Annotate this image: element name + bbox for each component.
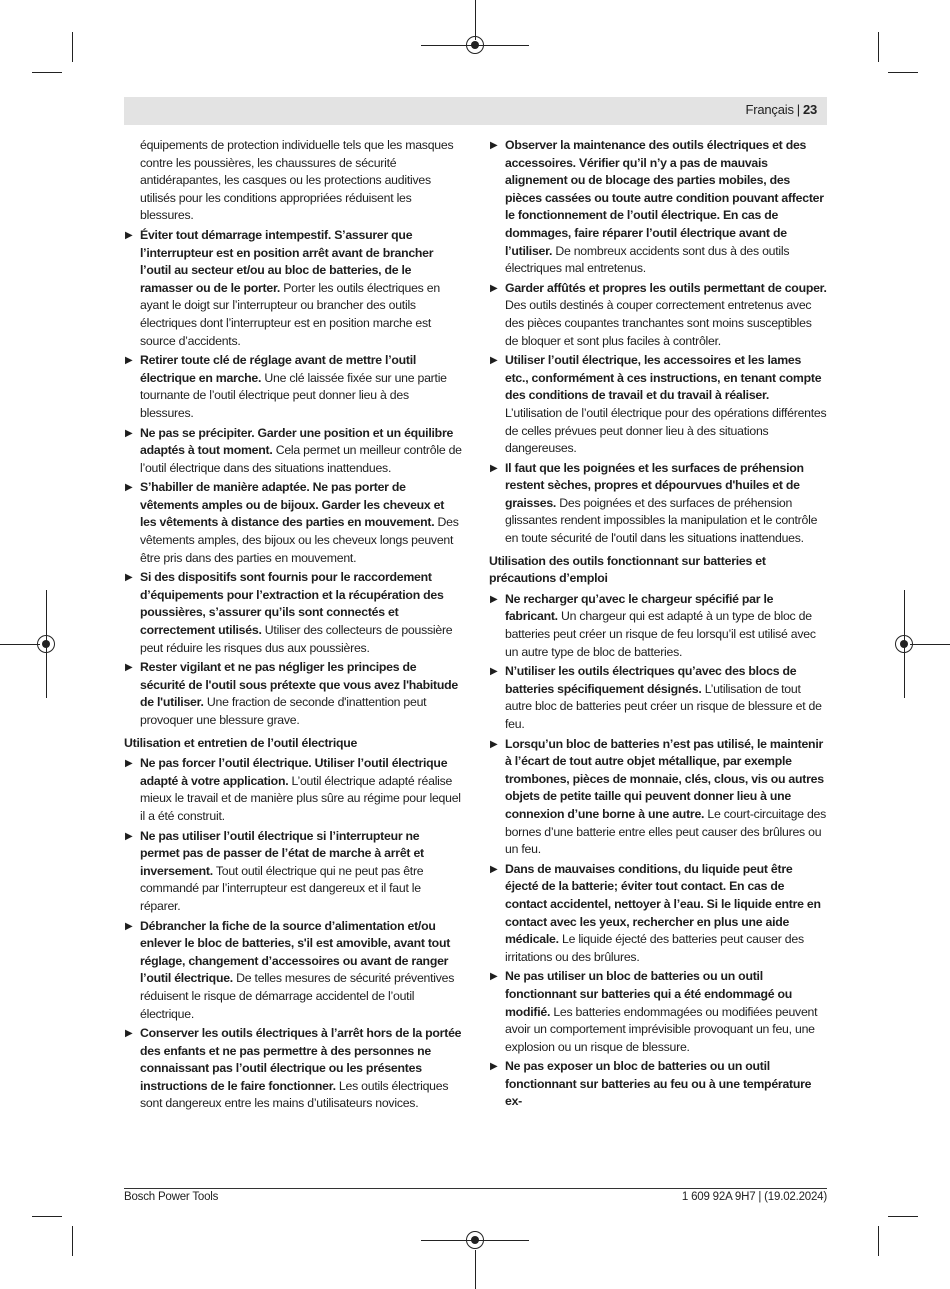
instruction-text: Des vêtements amples, des bijoux ou les cheveux longs peuvent être pris dans des parties en mouvement. [140,515,459,565]
instruction-bold: S’habiller de manière adaptée. Ne pas porter de vêtements amples ou de bijoux. Garder les cheveux et les vêtements à distance des parties en mouvement. [140,480,445,530]
registration-mark-right [895,635,913,653]
bullet-arrow-icon: ▶ [490,355,498,367]
right-column [489,137,827,1113]
safety-instruction-item [124,755,462,825]
bullet-arrow-icon: ▶ [125,758,133,770]
instruction-bold: Il faut que les poignées et les surfaces de préhension restent sèches, propres et dépourvues d'huiles et de graisses. [505,460,804,510]
instruction-text: L’utilisation de tout autre bloc de batteries peut créer un risque de blessure et de feu. [505,681,822,731]
instruction-text: Porter les outils électriques en ayant le doigt sur l’interrupteur ou brancher des outils électriques dont l’interrupteur est en position marche est source d’accidents. [140,280,440,348]
safety-instruction-item [124,918,462,1024]
instruction-bold: Débrancher la fiche de la source d’alimentation et/ou enlever le bloc de batteries, s'il est amovible, avant tout réglage, changement d’accessoires ou avant de ranger l’outil électrique. [140,918,451,986]
instruction-bold: Ne pas se précipiter. Garder une position et un équilibre adaptés à tout moment. [140,425,454,458]
instruction-bold: Observer la maintenance des outils électriques et des accessoires. Vérifier qu’il n’y a pas de mauvais alignement ou de blocage des parties mobiles, des pièces cassées ou toute autre condition pouvant affecter le fonctionnement de l’outil électrique. En cas de dommages, faire réparer l’outil électrique avant de l’utiliser. [505,138,824,258]
safety-instruction-item [489,663,827,733]
instruction-bold: N’utiliser les outils électriques qu’avec des blocs de batteries spécifiquement désignés. [505,664,797,696]
safety-instruction-item [489,591,827,661]
instruction-text: L’utilisation de l’outil électrique pour des opérations différentes de celles prévues peut donner lieu à des situations dangereuses. [505,405,827,456]
right-maintenance-list [489,137,827,548]
instruction-bold: Dans de mauvaises conditions, du liquide peut être éjecté de la batterie; éviter tout contact. En cas de contact accidentel, nettoyer à l’eau. Si le liquide entre en contact avec les yeux, rechercher en plus une aide médicale. [505,861,821,947]
bullet-arrow-icon: ▶ [490,593,498,605]
safety-instruction-item [489,736,827,859]
bullet-arrow-icon: ▶ [490,1061,498,1073]
footer-rule [124,1188,827,1189]
bullet-arrow-icon: ▶ [125,427,133,439]
instruction-text: Tout outil électrique qui ne peut pas être commandé par l’interrupteur est dangereux et il faut le réparer. [140,863,424,913]
bullet-arrow-icon: ▶ [490,971,498,983]
left-safety-list [124,227,462,730]
instruction-text: Les outils électriques sont dangereux entre les mains d’utilisateurs novices. [140,1078,449,1111]
instruction-text: Cela permet un meilleur contrôle de l’outil électrique dans des situations inattendues. [140,443,462,475]
registration-mark-left [37,635,55,653]
right-battery-list [489,591,827,1111]
footer-brand: Bosch Power Tools [124,1191,219,1203]
registration-mark-top [466,36,484,54]
instruction-text: Le liquide éjecté des batteries peut causer des irritations ou des brûlures. [505,932,804,964]
instruction-text: Le court-circuitage des bornes d’une batterie entre elles peut causer des brûlures ou un feu. [505,806,827,857]
header-separator: | [796,102,800,117]
instruction-bold: Utiliser l’outil électrique, les accessoires et les lames etc., conformément à ces instructions, en tenant compte des conditions de travail et du travail à réaliser. [505,353,822,403]
bullet-arrow-icon: ▶ [125,572,133,584]
bullet-arrow-icon: ▶ [490,462,498,474]
bullet-arrow-icon: ▶ [490,863,498,875]
instruction-text: Un chargeur qui est adapté à un type de bloc de batteries peut créer un risque de feu lorsqu’il est utilisé avec un autre type de bloc de batteries. [505,609,816,659]
instruction-bold: Éviter tout démarrage intempestif. S’assurer que l’interrupteur est en position arrêt avant de brancher l’outil au secteur et/ou au bloc de batteries, de le ramasser ou de le porter. [140,227,434,295]
registration-mark-bottom [466,1231,484,1249]
bullet-arrow-icon: ▶ [490,282,498,294]
header-language: Français [745,102,794,117]
section-heading-tool-use: Utilisation et entretien de l’outil électrique [124,735,358,750]
safety-instruction-item [489,968,827,1056]
bullet-arrow-icon: ▶ [125,830,133,842]
instruction-bold: Ne pas utiliser un bloc de batteries ou un outil fonctionnant sur batteries qui a été endommagé ou modifié. [505,969,793,1019]
safety-instruction-item [124,479,462,567]
instruction-bold: Lorsqu’un bloc de batteries n’est pas utilisé, le maintenir à l’écart de tout autre objet métallique, par exemple trombones, pièces de monnaie, clés, clous, vis ou autres objets de petite taille qui peuvent donner lieu à une connexion d’une borne à une autre. [505,736,824,821]
bullet-arrow-icon: ▶ [125,229,133,241]
header-label [746,102,818,117]
instruction-bold: Ne pas exposer un bloc de batteries ou un outil fonctionnant sur batteries au feu ou à une température ex- [505,1059,812,1109]
bullet-arrow-icon: ▶ [490,140,498,151]
safety-instruction-item [489,280,827,350]
bullet-arrow-icon: ▶ [125,662,133,674]
safety-instruction-item [489,137,827,278]
page-header [124,97,827,125]
footer-doc-number: 1 609 92A 9H7 | (19.02.2024) [681,1191,827,1203]
safety-instruction-item [489,861,827,967]
instruction-text: Les batteries endommagées ou modifiées peuvent avoir un comportement imprévisible provoquant un feu, une explosion ou un risque de blessure. [505,1004,818,1054]
safety-instruction-item [124,1025,462,1113]
left-column [124,137,462,1115]
instruction-text: Une fraction de seconde d'inattention peut provoquer une blessure grave. [140,695,427,727]
left-tool-use-list [124,755,462,1113]
instruction-bold: Rester vigilant et ne pas négliger les principes de sécurité de l'outil sous prétexte que vous avez l'habitude de l'utiliser. [140,660,458,710]
instruction-text: De telles mesures de sécurité préventives réduisent le risque de démarrage accidentel de l’outil électrique. [140,971,455,1021]
bullet-arrow-icon: ▶ [125,1028,133,1040]
instruction-text: Une clé laissée fixée sur une partie tournante de l’outil électrique peut donner lieu à des blessures. [140,370,447,420]
instruction-text: Des outils destinés à couper correctement entretenus avec des pièces coupantes tranchantes sont moins susceptibles de bloquer et sont plus faciles à contrôler. [505,298,812,348]
instruction-bold: Garder affûtés et propres les outils permettant de couper. [505,280,827,295]
instruction-text: L’outil électrique adapté réalise mieux le travail et de manière plus sûre au régime pour lequel il a été construit. [140,773,461,823]
instruction-bold: Ne recharger qu’avec le chargeur spécifié par le fabricant. [505,591,774,624]
safety-instruction-item [124,569,462,657]
instruction-text: Utiliser des collecteurs de poussière peut réduire les risques dus aux poussières. [140,623,453,655]
safety-instruction-item [124,352,462,422]
safety-instruction-item [489,460,827,548]
bullet-arrow-icon: ▶ [490,738,498,750]
instruction-bold: Ne pas forcer l’outil électrique. Utiliser l’outil électrique adapté à votre application. [140,756,448,788]
bullet-arrow-icon: ▶ [125,482,133,494]
intro-continuation: équipements de protection individuelle tels que les masques contre les poussières, les chaussures de sécurité antidérapantes, les casques ou les protections auditives utilisés pour les conditions appropriées réduisent les blessures. [140,138,454,223]
safety-instruction-item [124,227,462,350]
safety-instruction-item [124,425,462,478]
instruction-bold: Ne pas utiliser l’outil électrique si l’interrupteur ne permet pas de passer de l’état de marche à arrêt et inversement. [140,828,424,878]
safety-instruction-item [489,1058,827,1111]
page-number: 23 [802,102,817,117]
bullet-arrow-icon: ▶ [125,920,133,932]
instruction-text: De nombreux accidents sont dus à des outils électriques mal entretenus. [505,243,790,276]
bullet-arrow-icon: ▶ [490,666,498,678]
instruction-text: Des poignées et des surfaces de préhension glissantes rendent impossibles la manipulation et le contrôle en toute sécurité de l'outil dans les situations inattendues. [505,495,818,546]
instruction-bold: Conserver les outils électriques à l’arrêt hors de la portée des enfants et ne pas permettre à des personnes ne connaissant pas l’outil électrique ou les présentes instructions de le faire fonctionner. [140,1026,462,1093]
safety-instruction-item [124,828,462,916]
instruction-bold: Si des dispositifs sont fournis pour le raccordement d’équipements pour l’extraction et la récupération des poussières, s’assurer qu’ils sont connectés et correctement utilisés. [140,570,444,638]
section-heading-battery-tools: Utilisation des outils fonctionnant sur batteries et précautions d’emploi [489,553,766,586]
safety-instruction-item [489,352,827,458]
bullet-arrow-icon: ▶ [125,355,133,367]
instruction-bold: Retirer toute clé de réglage avant de mettre l’outil électrique en marche. [140,353,417,385]
safety-instruction-item [124,659,462,729]
